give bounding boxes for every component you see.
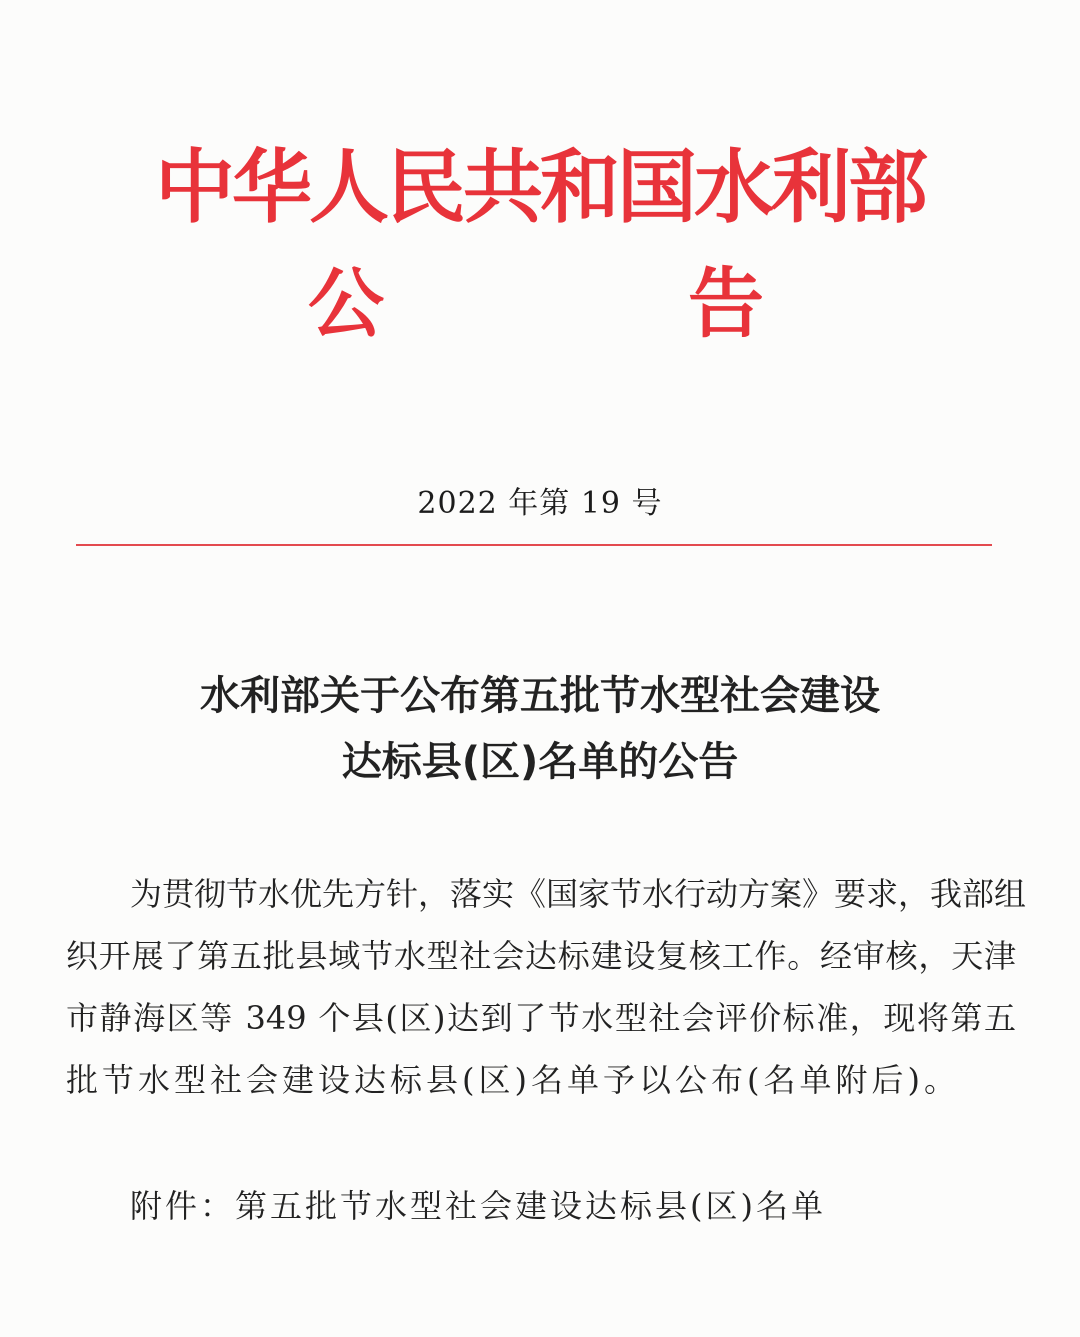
announcement-title-line-1: 水利部关于公布第五批节水型社会建设 bbox=[200, 673, 880, 719]
document-type-char-2: 告 bbox=[688, 259, 764, 348]
announcement-title-line-2: 达标县(区)名单的公告 bbox=[341, 739, 739, 785]
body-line-2: 织开展了第五批县域节水型社会达标建设复核工作。经审核，天津 bbox=[66, 937, 1016, 975]
document-type-char-1: 公 bbox=[308, 259, 384, 348]
red-divider-line bbox=[76, 544, 992, 546]
body-line-1: 为贯彻节水优先方针，落实《国家节水行动方案》要求，我部组 bbox=[130, 875, 1027, 913]
document-number: 2022 年第 19 号 bbox=[417, 486, 663, 521]
attachment-note: 附件：第五批节水型社会建设达标县(区)名单 bbox=[130, 1187, 826, 1225]
body-line-3: 市静海区等 349 个县(区)达到了节水型社会评价标准，现将第五 bbox=[66, 999, 1016, 1037]
issuing-authority-title: 中华人民共和国水利部 bbox=[155, 141, 925, 234]
body-line-4: 批节水型社会建设达标县(区)名单予以公布(名单附后)。 bbox=[66, 1061, 960, 1099]
